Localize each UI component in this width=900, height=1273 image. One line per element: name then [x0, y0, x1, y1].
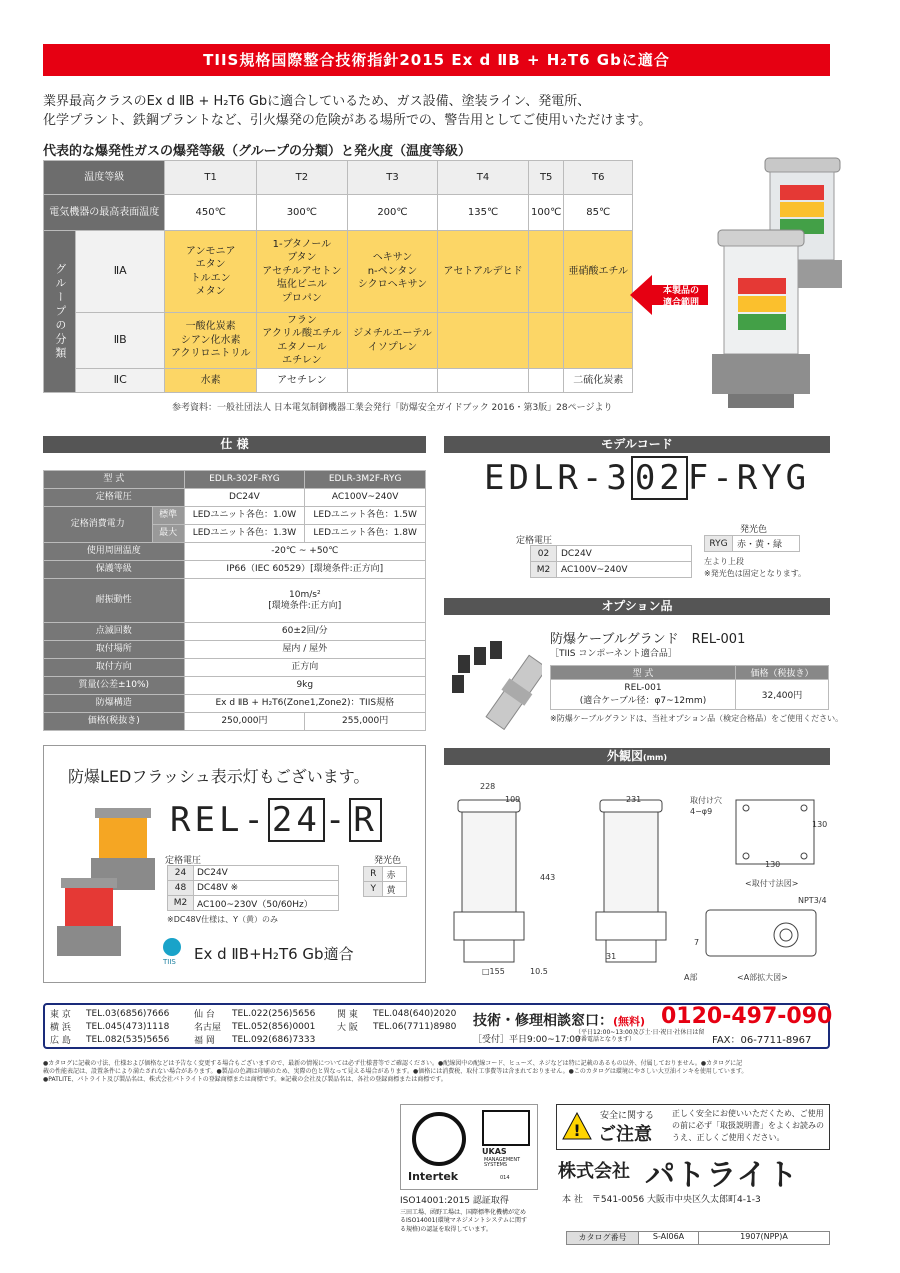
spec-value: -20℃ ~ +50℃	[184, 543, 425, 561]
voltage-table	[530, 545, 692, 578]
spec-label: 防爆構造	[44, 695, 185, 713]
spec-label: 質量(公差±10%)	[44, 677, 185, 695]
temp-t6: T6	[564, 161, 633, 195]
group-label: グループの分類	[44, 231, 76, 393]
spec-value: LEDユニット各色：1.5W	[305, 507, 426, 525]
office-name: 横 浜	[50, 1023, 71, 1033]
rel-voltage-note: ※DC48V仕様は、Y（黄）のみ	[167, 915, 278, 924]
tiis-logo-icon	[163, 938, 181, 956]
ukas-sub: MANAGEMENT SYSTEMS	[484, 1157, 521, 1168]
color-key: RYG	[705, 536, 733, 552]
color-note-1: 左より上段	[704, 557, 744, 566]
dim-label: 443	[540, 873, 556, 882]
rel-color-table	[363, 866, 407, 897]
front-lamp-icon	[712, 230, 810, 408]
intro-line-2: 化学プラント、鉄鋼プラントなど、引火爆発の危険がある場所での、警告用としてご使用いただけます。	[43, 113, 652, 128]
outline-title: 外観図	[607, 749, 644, 763]
gas-table-source: 参考資料：一般社団法人 日本電気制御機器工業会発行「防爆安全ガイドブック 2016・第3版」28ページより	[172, 403, 613, 413]
gas-table	[43, 160, 633, 393]
spec-label: 耐振動性	[44, 579, 185, 623]
dim-label: 228	[480, 782, 496, 791]
iso-text: ISO14001:2015 認証取得	[400, 1196, 509, 1206]
surface-t4: 135℃	[438, 195, 529, 231]
temp-t5: T5	[528, 161, 563, 195]
support-free: (無料)	[613, 1015, 646, 1028]
spec-table	[43, 470, 426, 731]
rel-color-value: 赤	[383, 867, 407, 882]
rel-code-voltage-box: 24	[268, 798, 325, 842]
catalog-version: 1907(NPP)A	[740, 1232, 788, 1241]
office-tel: TEL.06(7711)8980	[373, 1021, 457, 1032]
option-note: ※防爆ケーブルグランドは、当社オプション品（検定合格品）をご使用ください。	[550, 714, 844, 723]
spec-type-label: 型 式	[44, 471, 185, 489]
spec-sublabel: 最大	[152, 525, 184, 543]
surface-t3: 200℃	[347, 195, 437, 231]
spec-label: 使用周囲温度	[44, 543, 185, 561]
warning-icon	[562, 1112, 592, 1140]
gas-cell	[438, 313, 529, 369]
surface-t6: 85℃	[564, 195, 633, 231]
support-phone: 0120-497-090	[661, 1004, 833, 1029]
spec-value: AC100V~240V	[305, 489, 426, 507]
intertek-logo: Intertek	[408, 1170, 459, 1183]
surface-t2: 300℃	[256, 195, 347, 231]
model-code-voltage-box: 02	[631, 456, 688, 500]
color-label: 発光色	[740, 525, 768, 535]
office-tel: TEL.092(686)7333	[232, 1034, 316, 1045]
office-tel: TEL.082(535)5656	[86, 1034, 170, 1045]
gas-cell: 二硫化炭素	[564, 369, 633, 393]
temp-t4: T4	[438, 161, 529, 195]
company-name: 株式会社	[558, 1161, 630, 1182]
spec-label: 取付場所	[44, 641, 185, 659]
gas-cell	[528, 369, 563, 393]
group-2c: ⅡC	[76, 369, 165, 393]
office-name: 東 京	[50, 1010, 71, 1020]
gas-cell: アンモニア エタン トルエン メタン	[165, 231, 256, 313]
spec-label: 定格電圧	[44, 489, 185, 507]
rel-code-prefix: REL-	[170, 800, 268, 840]
option-sub: ［TIIS コンポーネント適合品］	[550, 649, 677, 659]
rel-code-dash: -	[324, 800, 350, 840]
rel-code-color-box: R	[349, 798, 381, 842]
spec-value: 正方向	[184, 659, 425, 677]
office-name: 関 東	[337, 1010, 358, 1020]
rel-code	[170, 800, 382, 840]
gas-cell	[438, 369, 529, 393]
safety-text: 正しく安全にお使いいただくため、ご使用の前に必ず「取扱説明書」をよくお読みのうえ、正しくご使用ください。	[672, 1109, 824, 1142]
spec-label: 保護等級	[44, 561, 185, 579]
office-name: 大 阪	[337, 1023, 358, 1033]
model-code-header: モデルコード	[444, 436, 830, 453]
dim-label: 130	[812, 820, 828, 829]
office-name: 広 島	[50, 1036, 71, 1046]
dim-label: 130	[765, 860, 781, 869]
spec-value: Ex d ⅡB + H₂T6(Zone1,Zone2)：TIIS規格	[184, 695, 425, 713]
rel-color-label: 発光色	[374, 856, 402, 866]
dim-label: A部	[684, 973, 698, 982]
ukas-logo: UKAS	[482, 1147, 507, 1156]
catalog-label: カタログ番号	[567, 1232, 639, 1244]
office-name: 仙 台	[194, 1010, 215, 1020]
voltage-key: M2	[531, 562, 557, 578]
spec-label: 価格(税抜き)	[44, 713, 185, 731]
safety-label: 安全に関する	[600, 1111, 655, 1121]
gas-cell	[528, 313, 563, 369]
option-name: 防爆ケーブルグランド REL-001	[550, 632, 746, 647]
rel-voltage-value: DC48V ※	[194, 881, 339, 896]
voltage-label: 定格電圧	[516, 536, 553, 546]
office-tel: TEL.03(6856)7666	[86, 1008, 170, 1019]
rel-lamp-photo	[55, 808, 165, 958]
rel-color-key: Y	[364, 882, 383, 897]
office-tel: TEL.048(640)2020	[373, 1008, 457, 1019]
support-hours-note: （平日12:00~13:00及び土·日·祝日·社休日は留守番電話となります）	[575, 1029, 705, 1043]
outline-header	[444, 748, 830, 765]
rel-voltage-key: 24	[168, 866, 194, 881]
voltage-key: 02	[531, 546, 557, 562]
office-table	[50, 1007, 456, 1046]
model-code-suffix: F-RYG	[687, 458, 811, 498]
brand-logo: パトライト	[645, 1158, 799, 1193]
support-fax: FAX：06-7711-8967	[712, 1035, 812, 1046]
model-code	[484, 458, 810, 498]
rel-voltage-table	[167, 865, 339, 911]
spec-model-2: EDLR-3M2F-RYG	[305, 471, 426, 489]
office-tel: TEL.045(473)1118	[86, 1021, 170, 1032]
color-note-2: ※発光色は固定となります。	[704, 569, 807, 578]
product-photo	[630, 150, 845, 415]
rel-color-value: 黄	[383, 882, 407, 897]
rel-voltage-value: AC100~230V（50/60Hz）	[194, 896, 339, 911]
spec-value: LEDユニット各色：1.0W	[184, 507, 305, 525]
cable-gland-photo	[446, 625, 542, 730]
spec-value: LEDユニット各色：1.3W	[184, 525, 305, 543]
ukas-num: 014	[500, 1175, 510, 1181]
office-name: 福 岡	[194, 1036, 215, 1046]
top-banner: TIIS規格国際整合技術指針2015 Ex d ⅡB + H₂T6 Gbに適合	[43, 44, 830, 76]
spec-value: LEDユニット各色：1.8W	[305, 525, 426, 543]
office-tel: TEL.052(856)0001	[232, 1021, 316, 1032]
gas-cell: アセチレン	[256, 369, 347, 393]
model-code-prefix: EDLR-3	[484, 458, 631, 498]
safety-big: ご注意	[598, 1124, 652, 1145]
spec-value: 9kg	[184, 677, 425, 695]
iso-note: 三田工場、函野工場は、国際標準化機構が定めるISO14001(環境マネジメントシステムに関する規格)の認証を取得しています。	[400, 1209, 527, 1233]
dim-label: 取付け穴	[690, 796, 722, 805]
disclaimer-line: 載の性能表記は、設置条件により満たされない場合があります。●製品の色調は印刷のため、実際の色と異なって見える場合があります。●価格には消費税、取付工事費等は含まれておりません。●このカタログは環境にやさしい大豆油インキを使用しています。	[43, 1068, 748, 1076]
option-price: 32,400円	[736, 680, 829, 710]
spec-sublabel: 標準	[152, 507, 184, 525]
color-table	[704, 535, 800, 552]
spec-value: 250,000円	[184, 713, 305, 731]
support-label	[473, 1010, 645, 1030]
support-label-text: 技術・修理相談窓口：	[473, 1013, 613, 1029]
option-header: オプション品	[444, 598, 830, 615]
spec-value: IP66（IEC 60529）[環境条件:正方向]	[184, 561, 425, 579]
disclaimer-line: ●カタログに記載の寸法、仕様および価格などは予告なく変更する場合もございますので、最新の情報については必ず仕様書等でご確認ください。●配線図中の配線コード、ヒューズ、ネジなどは特に記載のあるもの以外、付属しておりません。●カタログに記	[43, 1060, 743, 1067]
gas-cell	[347, 369, 437, 393]
catalog-number: S-AI06A	[639, 1232, 699, 1244]
option-table	[550, 665, 829, 710]
disclaimer	[43, 1060, 830, 1084]
gas-cell: フラン アクリル酸エチル エタノール エチレン	[256, 313, 347, 369]
option-col-price: 価格（税抜き）	[736, 666, 829, 680]
iso-globe-icon	[412, 1112, 466, 1166]
rel-color-key: R	[364, 867, 383, 882]
dim-label: □155	[482, 967, 505, 976]
gas-cell: 亜硝酸エチル	[564, 231, 633, 313]
support-hours: ［受付］平日9:00~17:00	[473, 1035, 581, 1045]
gas-table-title: 代表的な爆発性ガスの爆発等級（グループの分類）と発火度（温度等級）	[43, 144, 471, 159]
temp-label: 温度等級	[44, 161, 165, 195]
spec-label: 取付方向	[44, 659, 185, 677]
gas-cell: 1-ブタノール ブタン アセチルアセトン 塩化ビニル プロパン	[256, 231, 347, 313]
dim-label: <A部拡大図>	[737, 973, 788, 982]
office-name: 名古屋	[194, 1023, 222, 1033]
dim-label: NPT3/4	[798, 896, 827, 905]
crown-check-icon	[482, 1110, 530, 1146]
rel-voltage-label: 定格電圧	[165, 856, 202, 866]
group-2b: ⅡB	[76, 313, 165, 369]
gas-cell: 水素	[165, 369, 256, 393]
disclaimer-line: ●PATLITE、パトライト及び製品名は、株式会社パトライトの登録商標または商標です。※記載の会社及び製品名は、各社の登録商標または商標です。	[43, 1076, 447, 1084]
surface-label: 電気機器の最高表面温度	[44, 195, 165, 231]
dim-label: <取付寸法図>	[745, 879, 799, 888]
gas-cell: 一酸化炭素 シアン化水素 アクリロニトリル	[165, 313, 256, 369]
rel-voltage-key: M2	[168, 896, 194, 911]
dim-label: 31	[606, 952, 617, 961]
gas-cell	[564, 313, 633, 369]
option-col-model: 型 式	[551, 666, 736, 680]
voltage-value: AC100V~240V	[557, 562, 692, 578]
spec-label: 定格消費電力	[44, 507, 153, 543]
spec-value: 10m/s² [環境条件:正方向]	[184, 579, 425, 623]
temp-t1: T1	[165, 161, 256, 195]
catalog-info	[566, 1231, 830, 1245]
gas-cell: アセトアルデヒド	[438, 231, 529, 313]
dim-label: 109	[505, 795, 521, 804]
surface-t1: 450℃	[165, 195, 256, 231]
product-callout: 本製品の 適合範囲	[662, 286, 699, 308]
spec-model-1: EDLR-302F-RYG	[184, 471, 305, 489]
rel-voltage-key: 48	[168, 881, 194, 896]
gas-cell	[528, 231, 563, 313]
spec-value: 255,000円	[305, 713, 426, 731]
dim-label: 7	[694, 938, 700, 947]
gas-cell: ヘキサン n-ペンタン シクロヘキサン	[347, 231, 437, 313]
tiis-label: TIIS	[163, 958, 176, 966]
rel-voltage-value: DC24V	[194, 866, 339, 881]
temp-t2: T2	[256, 161, 347, 195]
dim-label: 231	[626, 795, 642, 804]
surface-t5: 100℃	[528, 195, 563, 231]
dim-label: 10.5	[530, 967, 548, 976]
spec-header: 仕 様	[43, 436, 426, 453]
group-2a: ⅡA	[76, 231, 165, 313]
outline-unit: (mm)	[643, 753, 667, 762]
gas-cell: ジメチルエーテル イソプレン	[347, 313, 437, 369]
company-address: 本 社 〒541-0056 大阪市中央区久太郎町4-1-3	[562, 1195, 761, 1205]
color-value: 赤・黄・緑	[733, 536, 800, 552]
option-model: REL-001 (適合ケーブル径：φ7~12mm)	[551, 680, 736, 710]
rel-headline: 防爆LEDフラッシュ表示灯もございます。	[68, 767, 370, 786]
voltage-value: DC24V	[557, 546, 692, 562]
spec-value: 60±2回/分	[184, 623, 425, 641]
rel-cert: Ex d ⅡB+H₂T6 Gb適合	[194, 945, 354, 963]
temp-t3: T3	[347, 161, 437, 195]
spec-value: DC24V	[184, 489, 305, 507]
spec-label: 点滅回数	[44, 623, 185, 641]
spec-value: 屋内 / 屋外	[184, 641, 425, 659]
intro-line-1: 業界最高クラスのEx d ⅡB + H₂T6 Gbに適合しているため、ガス設備、塗装ライン、発電所、	[43, 94, 591, 109]
svg-text:!: !	[573, 1121, 581, 1140]
dim-label: 4−φ9	[690, 807, 713, 816]
office-tel: TEL.022(256)5656	[232, 1008, 316, 1019]
